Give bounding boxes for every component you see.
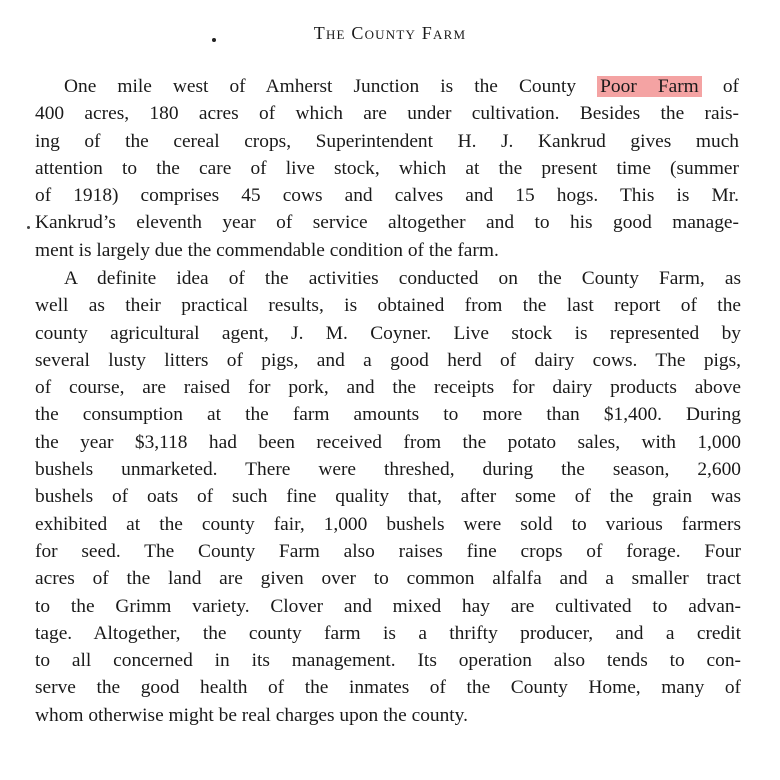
paragraph-line: tage. Altogether, the county farm is a thrifty producer, and a credit (35, 622, 741, 644)
paragraph-line: A definite idea of the activities conducted on the County Farm, as (64, 268, 741, 289)
paragraph-1 (35, 73, 739, 264)
paragraph-line: county agricultural agent, J. M. Coyner. Live stock is represented by (35, 322, 741, 344)
paragraph-line: for seed. The County Farm also raises fine crops of forage. Four (35, 540, 741, 562)
paragraph-line: serve the good health of the inmates of the County Home, many of (35, 677, 741, 699)
paragraph-line: whom otherwise might be real charges upon the county. (35, 704, 468, 726)
paragraph-line: to all concerned in its management. Its operation also tends to con- (35, 650, 741, 672)
page-heading: The County Farm (313, 23, 467, 43)
highlighted-phrase[interactable]: Poor Farm (597, 76, 702, 97)
paragraph-line: well as their practical results, is obtained from the last report of the (35, 295, 741, 317)
paragraph-line: several lusty litters of pigs, and a good herd of dairy cows. The pigs, (35, 349, 741, 371)
paragraph-line: exhibited at the county fair, 1,000 bushels were sold to various farmers (35, 513, 741, 535)
paragraph-line: ment is largely due the commendable condition of the farm. (35, 239, 499, 261)
line-text-post: of (701, 76, 739, 97)
paragraph-line: 400 acres, 180 acres of which are under cultivation. Besides the rais- (35, 103, 739, 125)
paragraph-line: of course, are raised for pork, and the receipts for dairy products above (35, 377, 741, 399)
paragraph-line: to the Grimm variety. Clover and mixed hay are cultivated to advan- (35, 595, 741, 617)
paragraph-line: the year $3,118 had been received from the potato sales, with 1,000 (35, 431, 741, 453)
margin-dot-mark (27, 226, 30, 229)
paragraph-line (35, 73, 739, 100)
paragraph-line: bushels unmarketed. There were threshed, during the season, 2,600 (35, 459, 741, 481)
paragraph-line: bushels of oats of such fine quality that, after some of the grain was (35, 486, 741, 508)
paragraph-line: ing of the cereal crops, Superintendent H. J. Kankrud gives much (35, 130, 739, 152)
paragraph-2 (35, 265, 741, 729)
paragraph-line: attention to the care of live stock, which at the present time (summer (35, 157, 739, 179)
line-text-pre: One mile west of Amherst Junction is the County (64, 76, 598, 97)
paragraph-line: the consumption at the farm amounts to more than $1,400. During (35, 404, 741, 426)
paragraph-line: of 1918) comprises 45 cows and calves and 15 hogs. This is Mr. (35, 185, 739, 207)
paragraph-line: Kankrud’s eleventh year of service altogether and to his good manage- (35, 212, 739, 234)
paragraph-line: acres of the land are given over to common alfalfa and a smaller tract (35, 568, 741, 590)
